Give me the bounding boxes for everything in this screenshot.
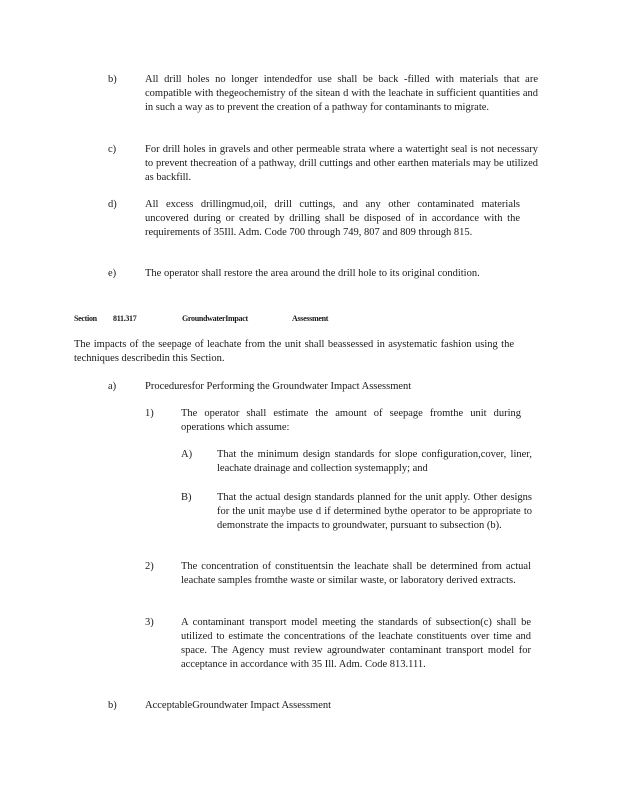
item-label: 2): [145, 561, 154, 572]
item-text: AcceptableGroundwater Impact Assessment: [145, 700, 332, 711]
item-label: c): [108, 144, 117, 155]
intro-paragraph: The impacts of the seepage of leachate from the unit shall beassessed in asystematic fashion using the techniques describedin this Section.: [74, 339, 514, 364]
item-label: b): [108, 700, 117, 711]
item-text: That the minimum design standards for slope configuration,cover, liner, leachate drainage and collection systemapply; and: [217, 449, 532, 474]
item-text: The concentration of constituentsin the leachate shall be determined from actual leachate samples fromthe waste or similar waste, or laboratory derived extracts.: [181, 561, 531, 586]
item-text: All excess drillingmud,oil, drill cuttings, and any other contaminated materials uncovered during or created by drilling shall be disposed of in accordance with the requirements of 35Ill. Adm. Code 700 through 749, 807 and 809 through 815.: [145, 199, 520, 238]
item-text: All drill holes no longer intendedfor use shall be back -filled with materials that are compatible with thegeochemistry of the sitean d with the leachate in sufficient quantities and in such a way as to prevent the creation of a pathway for contaminants to migrate.: [145, 74, 538, 113]
section-label: Section: [74, 314, 97, 323]
item-text: A contaminant transport model meeting the standards of subsection(c) shall be utilized to estimate the concentrations of the leachate constituents over time and space. The Agency must review agroundwater contaminant transport model for acceptance in accordance with 35 Ill. Adm. Code 813.111.: [181, 617, 531, 670]
item-label: a): [108, 381, 117, 392]
section-title-2: Assessment: [292, 314, 329, 323]
item-text: The operator shall restore the area around the drill hole to its original condition.: [145, 268, 480, 279]
item-text: For drill holes in gravels and other permeable strata where a watertight seal is not necessary to prevent thecreation of a pathway, drill cuttings and other earthen materials may be utilized as backfill.: [145, 144, 538, 183]
section-number: 811.317: [113, 314, 137, 323]
item-label: B): [181, 492, 192, 503]
item-label: 1): [145, 408, 154, 419]
item-label: d): [108, 199, 117, 210]
section-title: GroundwaterImpact: [182, 314, 248, 323]
item-text: That the actual design standards planned for the unit apply. Other designs for the unit maybe use d if determined bythe operator to be appropriate to demonstrate the impacts to groundwater, pursuant to subsection (b).: [217, 492, 532, 531]
item-text: Proceduresfor Performing the Groundwater Impact Assessment: [145, 381, 412, 392]
item-label: A): [181, 449, 193, 460]
item-label: b): [108, 74, 117, 85]
item-label: e): [108, 268, 117, 279]
item-label: 3): [145, 617, 154, 628]
item-text: The operator shall estimate the amount of seepage fromthe unit during operations which assume:: [181, 408, 521, 433]
